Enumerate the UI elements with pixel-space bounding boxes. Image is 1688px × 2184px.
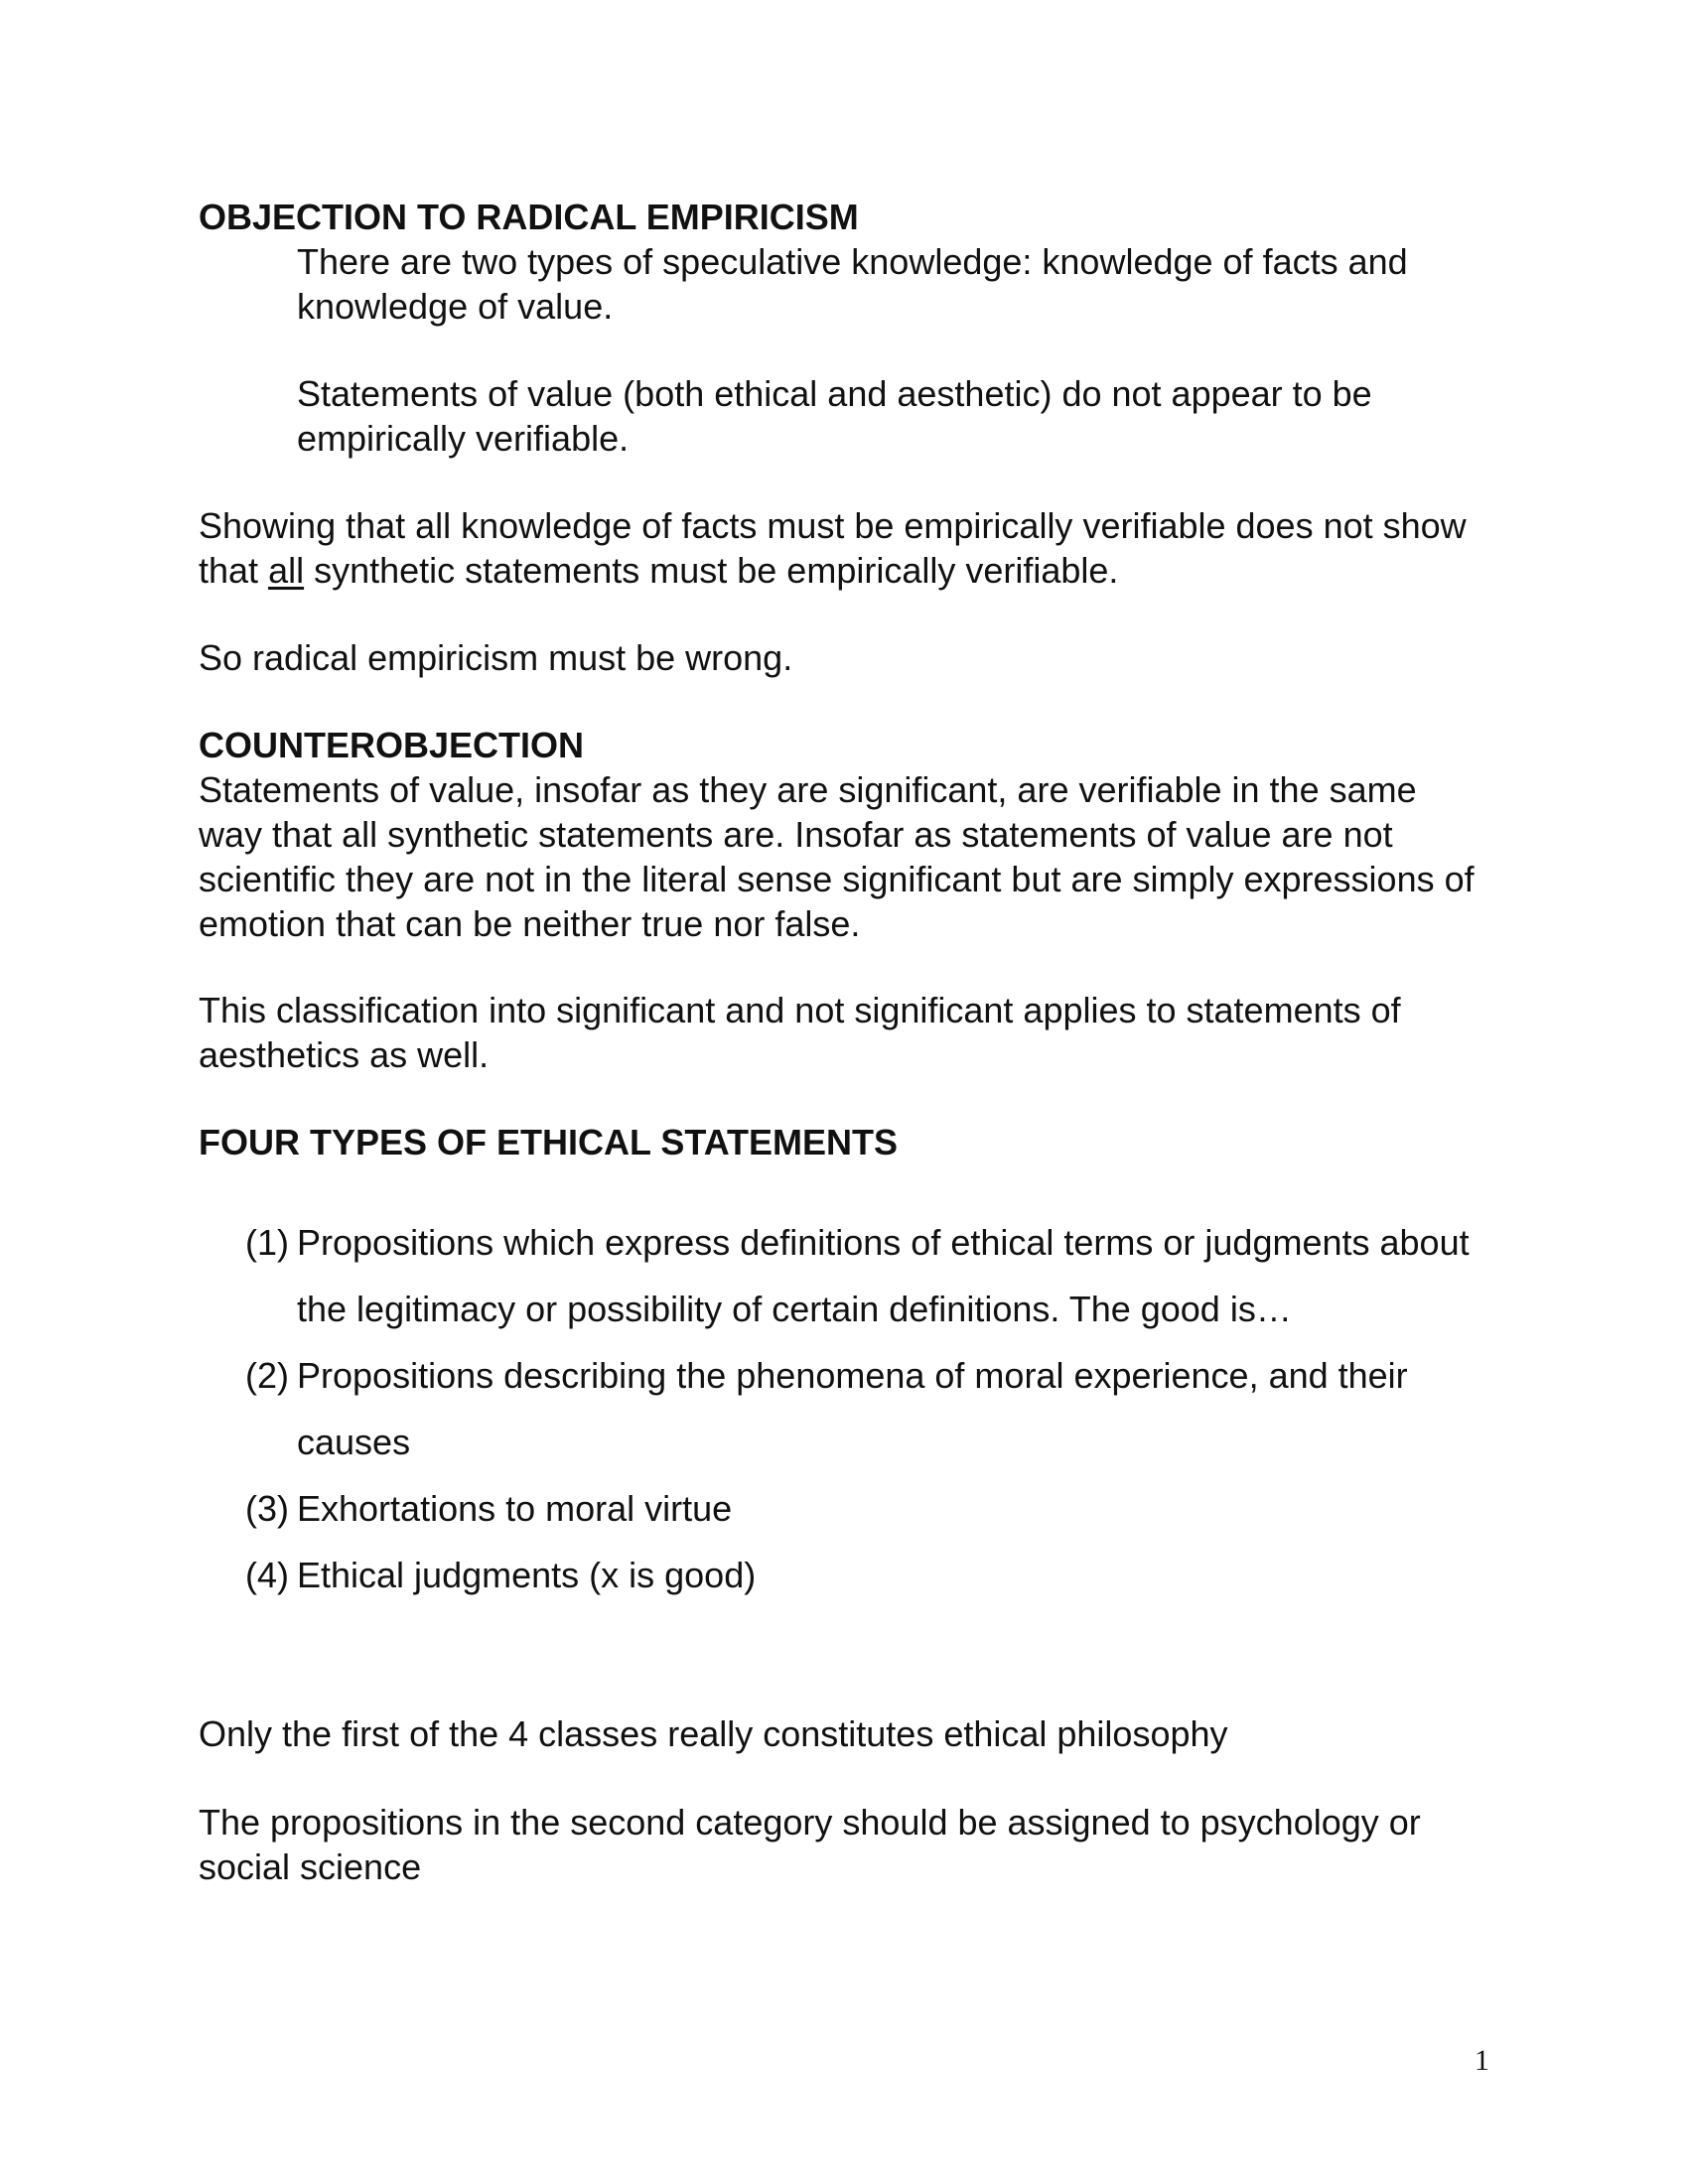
objection-paragraph-2: Statements of value (both ethical and aesthetic) do not appear to be empirically verifiable. bbox=[297, 373, 1372, 459]
list-item-text: Exhortations to moral virtue bbox=[297, 1488, 733, 1529]
heading-objection: OBJECTION TO RADICAL EMPIRICISM bbox=[199, 197, 859, 237]
objection-paragraph-3-end: synthetic statements must be empirically verifiable. bbox=[304, 550, 1119, 591]
heading-four-types: FOUR TYPES OF ETHICAL STATEMENTS bbox=[199, 1122, 899, 1162]
list-item-number: (4) bbox=[245, 1555, 289, 1595]
list-item bbox=[245, 1342, 1496, 1475]
list-item bbox=[245, 1209, 1496, 1342]
list-item-text: Ethical judgments (x is good) bbox=[297, 1555, 757, 1595]
list-item bbox=[245, 1475, 1496, 1542]
list-item-text: Propositions describing the phenomena of moral experience, and their causes bbox=[297, 1355, 1408, 1462]
list-item-number: (3) bbox=[245, 1488, 289, 1529]
ethical-statement-list bbox=[245, 1209, 1496, 1608]
objection-paragraph-3-start: Showing that all knowledge of facts must be empirically verifiable does not show that bbox=[199, 505, 1467, 591]
counterobjection-paragraph-1: Statements of value, insofar as they are significant, are verifiable in the same way that all synthetic statements are. Insofar as statements of value are not scientific they are not in the literal sense significant but are simply expressions of emotion that can be neither true nor false. bbox=[199, 769, 1475, 944]
heading-counterobjection: COUNTEROBJECTION bbox=[199, 725, 585, 765]
counterobjection-paragraph-2: This classification into significant and not significant applies to statements of aesthetics as well. bbox=[199, 990, 1401, 1075]
page-number: 1 bbox=[1475, 2044, 1489, 2077]
list-item bbox=[245, 1542, 1496, 1608]
list-item-number: (1) bbox=[245, 1222, 289, 1263]
objection-paragraph-3 bbox=[199, 503, 1489, 593]
objection-conclusion: So radical empiricism must be wrong. bbox=[199, 637, 793, 678]
list-item-text: Propositions which express definitions of ethical terms or judgments about the legitimacy or possibility of certain definitions. The good is… bbox=[297, 1222, 1470, 1329]
four-types-paragraph-2: The propositions in the second category should be assigned to psychology or social science bbox=[199, 1802, 1421, 1887]
list-item-number: (2) bbox=[245, 1355, 289, 1396]
objection-paragraph-1: There are two types of speculative knowledge: knowledge of facts and knowledge of value. bbox=[297, 241, 1408, 327]
four-types-paragraph-1: Only the first of the 4 classes really constitutes ethical philosophy bbox=[199, 1713, 1228, 1754]
underlined-all: all bbox=[268, 550, 305, 591]
